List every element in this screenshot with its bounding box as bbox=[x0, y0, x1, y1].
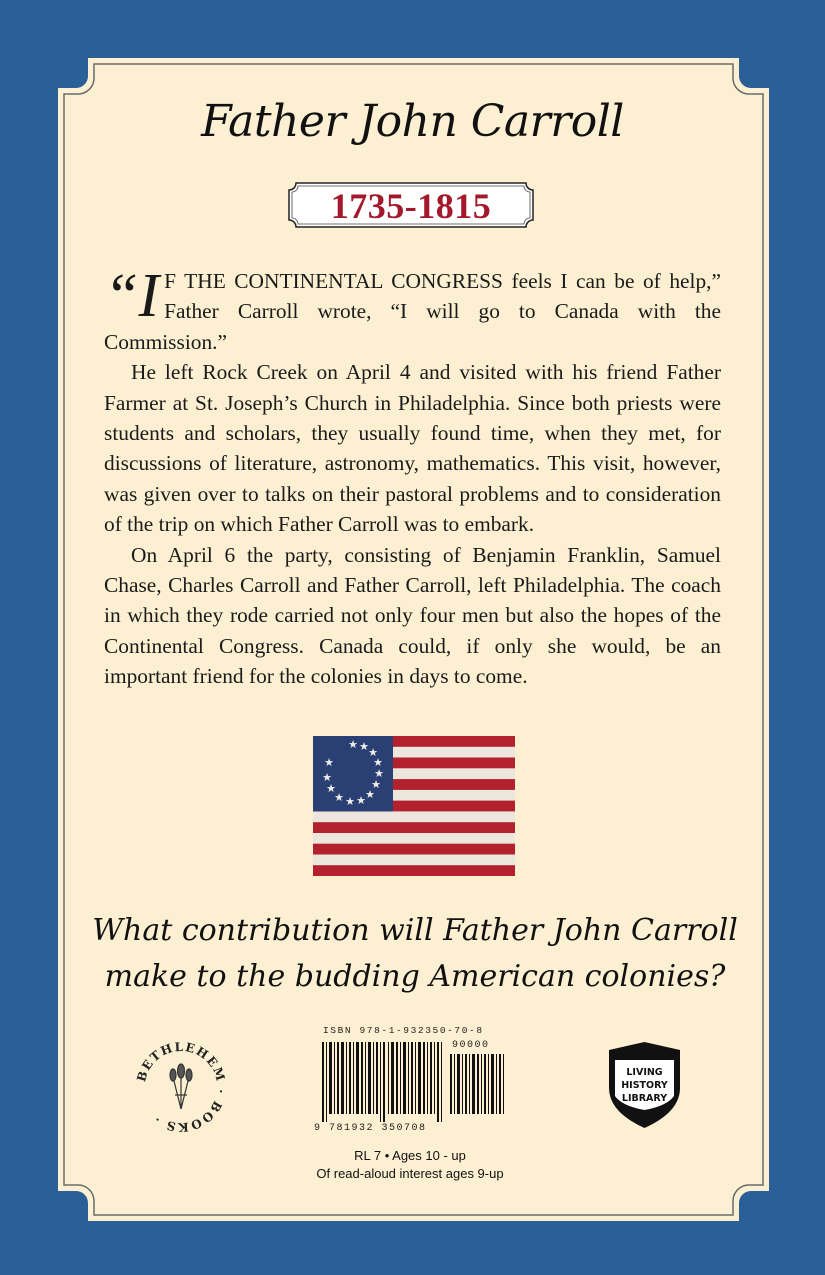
reading-info bbox=[280, 1147, 540, 1183]
read-aloud-note: Of read-aloud interest ages 9-up bbox=[316, 1166, 504, 1181]
svg-text:★: ★ bbox=[334, 791, 344, 804]
blurb-paragraph-2: He left Rock Creek on April 4 and visited with his friend Father Farmer at St. Joseph’s Church in Philadelphia. Since both priests were students and scholars, they usually found time, when they met, for discussions of literature, astronomy, mathematics. This visit, however, was given over to talks on their pastoral problems and to consideration of the trip on which Father Carroll was to embark. bbox=[104, 360, 721, 537]
svg-text:★: ★ bbox=[348, 738, 358, 751]
svg-text:★: ★ bbox=[345, 795, 355, 808]
book-title: Father John Carroll bbox=[201, 96, 624, 147]
svg-text:★: ★ bbox=[322, 771, 332, 784]
blurb-paragraph-1: “I F THE CONTINENTAL CONGRESS feels I can be of help,” Father Carroll wrote, “I will go to Canada with the Commission.” bbox=[104, 262, 721, 354]
svg-text:★: ★ bbox=[373, 756, 383, 769]
svg-text:★: ★ bbox=[326, 782, 336, 795]
life-dates: 1735-1815 bbox=[330, 186, 492, 226]
blurb-paragraph-3: On April 6 the party, consisting of Benjamin Franklin, Samuel Chase, Charles Carroll and Father Carroll, left Philadelphia. The coach in which they rode carried not only four men but also the hopes of the Continental Congress. Canada could, if only she would, be an important friend for the colonies in days to come. bbox=[104, 542, 721, 689]
svg-text:★: ★ bbox=[356, 794, 366, 807]
blurb-text bbox=[104, 262, 721, 692]
teaser-question: What contribution will Father John Carroll make to the budding American colonies? bbox=[92, 913, 738, 994]
svg-text:★: ★ bbox=[359, 740, 369, 753]
bethlehem-books-logo bbox=[131, 1037, 231, 1137]
svg-text:★: ★ bbox=[365, 788, 375, 801]
betsy-ross-flag-image bbox=[313, 736, 515, 876]
svg-text:★: ★ bbox=[371, 778, 381, 791]
barcode-supplement-number: 90000 bbox=[452, 1040, 490, 1051]
svg-text:★: ★ bbox=[368, 746, 378, 759]
series-badge-text: LIVING HISTORY LIBRARY bbox=[621, 1067, 668, 1104]
svg-text:BETHLEHEM · BOOKS ·: BETHLEHEM · BOOKS · bbox=[134, 1039, 229, 1135]
svg-text:★: ★ bbox=[324, 756, 334, 769]
isbn-label: ISBN 978-1-932350-70-8 bbox=[323, 1025, 484, 1036]
barcode-number: 9 781932 350708 bbox=[314, 1123, 427, 1134]
drop-cap: “I bbox=[104, 262, 160, 330]
svg-text:★: ★ bbox=[374, 767, 384, 780]
reading-level: RL 7 • Ages 10 - up bbox=[354, 1148, 466, 1163]
barcode bbox=[318, 1040, 512, 1124]
